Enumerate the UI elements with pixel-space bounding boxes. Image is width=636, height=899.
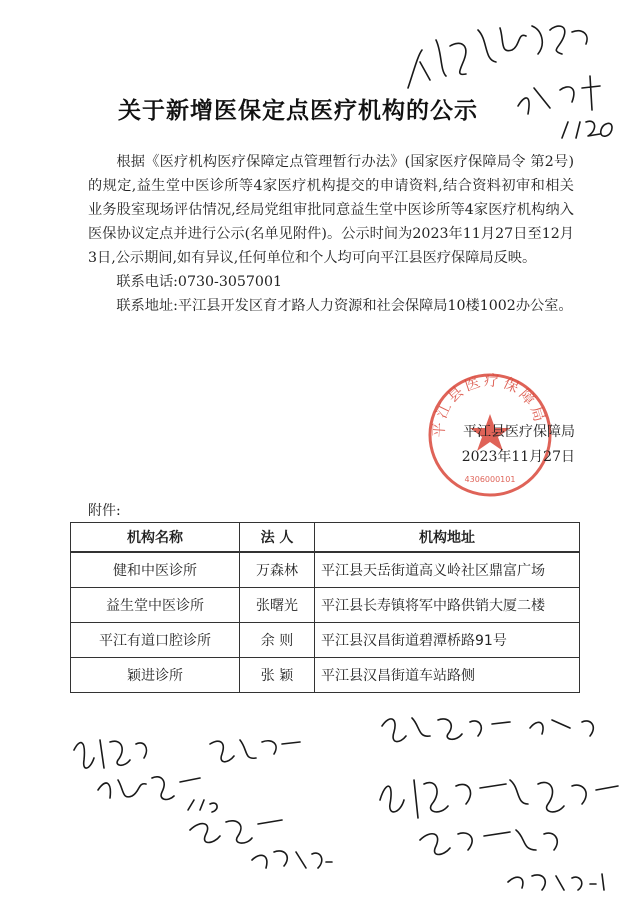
document-body — [88, 150, 574, 318]
cell-person: 张曙光 — [240, 588, 315, 623]
handwritten-signatures-right — [360, 700, 630, 895]
cell-person: 张 颖 — [240, 658, 315, 693]
attachment-label: 附件: — [88, 503, 121, 519]
cell-name: 益生堂中医诊所 — [71, 588, 240, 623]
cell-name: 健和中医诊所 — [71, 552, 240, 588]
document-title: 关于新增医保定点医疗机构的公示 — [118, 98, 478, 124]
issuer-block — [415, 420, 575, 470]
cell-name: 颖进诊所 — [71, 658, 240, 693]
table-header-row — [71, 523, 580, 553]
cell-person: 万森林 — [240, 552, 315, 588]
cell-address: 平江县汉昌街道碧潭桥路91号 — [315, 623, 580, 658]
cell-address: 平江县天岳街道高义岭社区鼎富广场 — [315, 552, 580, 588]
header-person: 法 人 — [240, 523, 315, 553]
header-name: 机构名称 — [71, 523, 240, 553]
svg-text:4306000101: 4306000101 — [464, 475, 516, 484]
table-row — [71, 623, 580, 658]
issue-date: 2023年11月27日 — [461, 449, 575, 465]
handwritten-signatures-left — [60, 720, 360, 890]
cell-address: 平江县汉昌街道车站路侧 — [315, 658, 580, 693]
body-paragraph-main: 根据《医疗机构医疗保障定点管理暂行办法》(国家医疗保障局令 第2号)的规定,益生堂中医诊所等4家医疗机构提交的申请资料,结合资料初审和相关业务股室现场评估情况,经局党组审批同意益生堂中医诊所等4家医疗机构纳入医保协议定点并进行公示(名单见附件)。公示时间为2023年11月27日至12月3日,公示期间,如有异议,任何单位和个人均可向平江县医疗保障局反映。 — [88, 154, 574, 266]
cell-person: 余 则 — [240, 623, 315, 658]
table-row — [71, 552, 580, 588]
svg-text:平江县医疗保障局: 平江县医疗保障局 — [429, 371, 550, 438]
handwritten-approval-note — [400, 10, 630, 150]
issuer-name: 平江县医疗保障局 — [463, 424, 575, 440]
institution-table — [70, 522, 580, 693]
cell-name: 平江有道口腔诊所 — [71, 623, 240, 658]
body-paragraph-address: 联系地址:平江县开发区育才路人力资源和社会保障局10楼1002办公室。 — [116, 298, 573, 314]
table-row — [71, 658, 580, 693]
cell-address: 平江县长寿镇将军中路供销大厦二楼 — [315, 588, 580, 623]
table-row — [71, 588, 580, 623]
body-paragraph-phone: 联系电话:0730-3057001 — [116, 274, 283, 290]
header-address: 机构地址 — [315, 523, 580, 553]
